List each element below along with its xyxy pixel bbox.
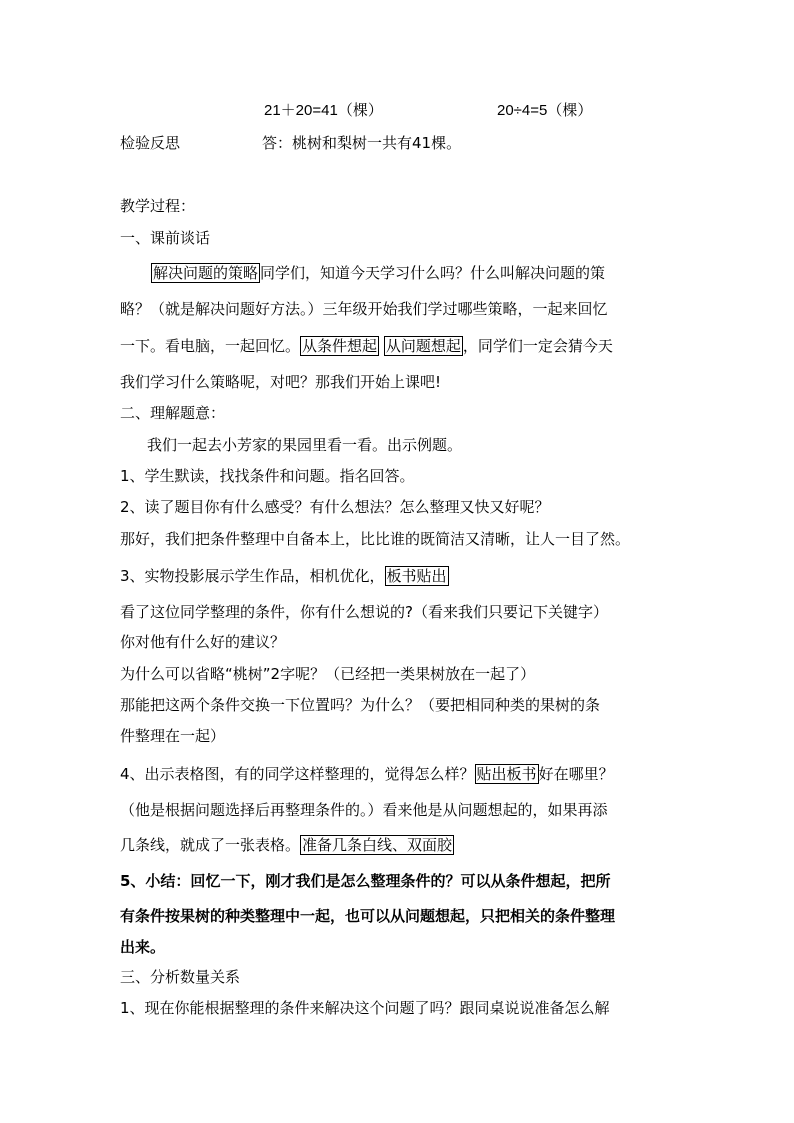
- s2-item-4: [120, 764, 614, 784]
- s2-item-1: 1、学生默读，找找条件和问题。指名回答。: [120, 467, 415, 485]
- s2-item-4c: [120, 835, 454, 855]
- from-question-box: 从问题想起: [385, 337, 461, 355]
- summary-line-3: 出来。: [120, 938, 166, 956]
- s2-item-4b: （他是根据问题选择后再整理条件的。）看来他是从问题想起的，如果再添: [120, 801, 608, 819]
- section-1-heading: 一、课前谈话: [120, 229, 211, 247]
- s2-item-3b: 你对他有什么好的建议？: [120, 633, 286, 651]
- s1-line-1: [151, 263, 605, 283]
- check-label: 检验反思: [120, 134, 181, 152]
- s2-item-2b: 那好，我们把条件整理中自备本上，比比谁的既简洁又清晰，让人一目了然。: [120, 530, 631, 548]
- calc-left: 21＋20=41（棵）: [264, 102, 383, 119]
- s2-item-4-tail: 好在哪里？: [538, 765, 614, 783]
- s2-item-3c: 为什么可以省略“桃树”2字呢？（已经把一类果树放在一起了）: [120, 665, 536, 683]
- strategy-box: 解决问题的策略: [153, 264, 259, 282]
- post-board-box: 贴出板书: [476, 765, 537, 783]
- s2-item-4c-text: 几条线，就成了一张表格。: [120, 836, 301, 854]
- s2-intro: 我们一起去小芳家的果园里看一看。出示例题。: [147, 436, 463, 454]
- s2-item-4-text: 4、出示表格图，有的同学这样整理的，觉得怎么样？: [120, 765, 475, 783]
- s1-line-3-text: 一下。看电脑，一起回忆。: [120, 337, 301, 355]
- materials-box: 准备几条白线、双面胶: [302, 836, 453, 854]
- s1-line-3-tail: ，同学们一定会猜今天: [462, 337, 613, 355]
- s1-line-4: 我们学习什么策略呢，对吧？那我们开始上课吧!: [120, 373, 442, 391]
- summary-line-1: 5、小结：回忆一下，刚才我们是怎么整理条件的？可以从条件想起，把所: [120, 872, 611, 890]
- s2-item-3e: 件整理在一起）: [120, 727, 226, 745]
- s2-item-3a: 看了这位同学整理的条件，你有什么想说的?（看来我们只要记下关键字）: [120, 603, 608, 621]
- s1-line-2: 略？（就是解决问题好方法。）三年级开始我们学过哪些策略，一起来回忆: [120, 300, 608, 318]
- section-2-heading: 二、理解题意：: [120, 404, 226, 422]
- s2-item-3: [120, 566, 449, 586]
- board-post-box: 板书贴出: [386, 567, 447, 585]
- summary-line-2: 有条件按果树的种类整理中一起，也可以从问题想起，只把相关的条件整理: [120, 907, 616, 925]
- section-3-heading: 三、分析数量关系: [120, 968, 241, 986]
- s1-line-1-text: 同学们，知道今天学习什么吗？什么叫解决问题的策: [260, 264, 606, 282]
- s2-item-2: 2、读了题目你有什么感受？有什么想法？怎么整理又快又好呢？: [120, 498, 550, 516]
- process-title: 教学过程：: [120, 197, 196, 215]
- from-condition-box: 从条件想起: [302, 337, 378, 355]
- s1-line-3: [120, 336, 613, 356]
- s2-item-3d: 那能把这两个条件交换一下位置吗？为什么？（要把相同种类的果树的条: [120, 696, 601, 714]
- s2-item-3-text: 3、实物投影展示学生作品，相机优化，: [120, 567, 385, 585]
- s3-item-1: 1、现在你能根据整理的条件来解决这个问题了吗？跟同桌说说准备怎么解: [120, 999, 610, 1017]
- calc-right: 20÷4=5（棵）: [497, 102, 593, 119]
- answer-text: 答：桃树和梨树一共有41棵。: [262, 134, 462, 152]
